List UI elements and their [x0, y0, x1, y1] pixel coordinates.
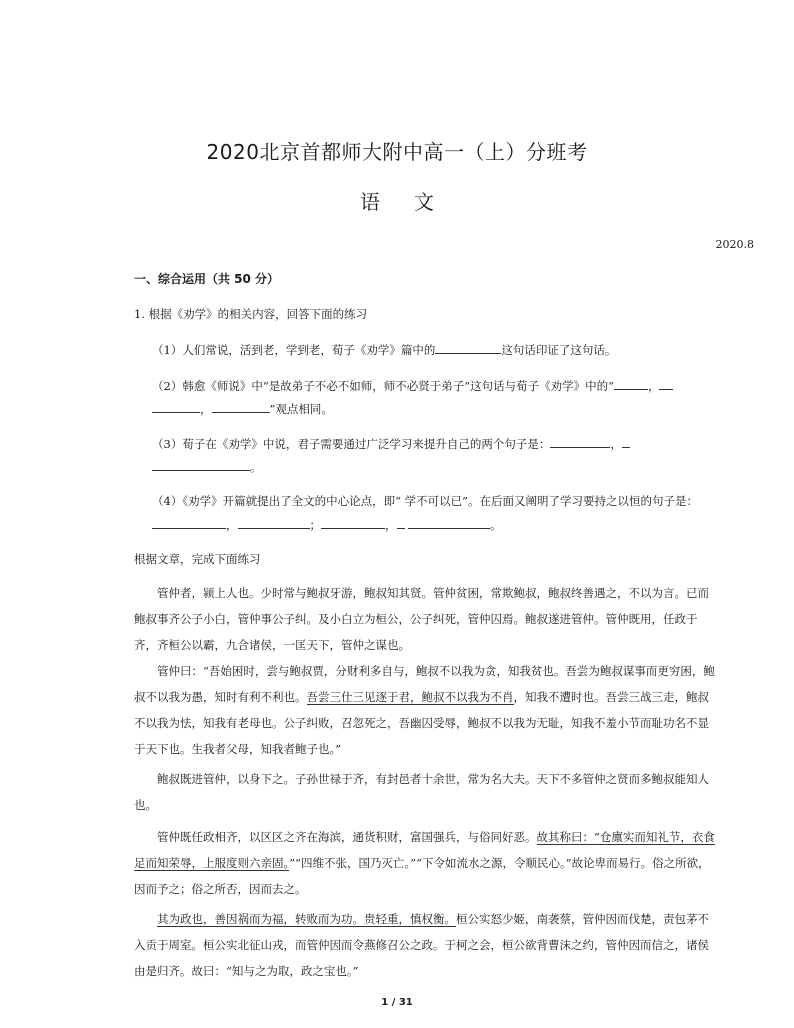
passage-paragraph-5: 其为政也，善因祸而为福，转败而为功。贵轻重，慎权衡。桓公实怒少姬，南袭蔡，管仲因而伐楚，责包茅不入贡于周室。桓公实北征山戎，而管仲因而令燕修召公之政。于柯之会，桓公欲背曹沫之约，管仲因而信之，诸侯由是归齐。故曰：“知与之为取，政之宝也。” — [134, 912, 709, 978]
question-item-3 — [152, 435, 630, 452]
passage-paragraph-3: 鲍叔既进管仲，以身下之。子孙世禄于齐，有封邑者十余世，常为名大夫。天下不多管仲之贤而多鲍叔能知人也。 — [134, 772, 709, 812]
answer-blank[interactable] — [397, 516, 405, 529]
answer-blank[interactable] — [622, 435, 630, 448]
underlined-sentence: 其为政也，善因祸而为福，转败而为功。贵轻重，慎权衡。 — [157, 912, 456, 926]
answer-blank[interactable] — [550, 435, 610, 448]
question-item-2-cont — [152, 400, 333, 417]
punct-comma: ， — [385, 518, 397, 532]
passage-paragraph-4: 管仲既任政相齐，以区区之齐在海滨，通货积财，富国强兵，与俗同好恶。故其称曰：“仓廪实而知礼节，衣食足而知荣辱，上服度则六亲固。”“四维不张，国乃灭亡。”“下令如流水之源，令顺民心。”故论卑而易行。俗之所欲，因而予之；俗之所否，因而去之。 — [134, 830, 715, 896]
subject-heading: 语文 — [360, 190, 468, 214]
punct-comma: ， — [647, 379, 660, 393]
punct-period: 。 — [490, 518, 502, 532]
question-item-2 — [152, 377, 673, 394]
answer-blank[interactable] — [152, 458, 250, 471]
passage-paragraph-1: 管仲者，颍上人也。少时常与鲍叔牙游，鲍叔知其贤。管仲贫困，常欺鲍叔，鲍叔终善遇之，不以为言。已而鲍叔事齐公子小白，管仲事公子纠。及小白立为桓公，公子纠死，管仲囚焉。鲍叔遂进管仲。管仲既用，任政于齐，齐桓公以霸，九合诸侯，一匡天下，管仲之谋也。 — [134, 586, 709, 652]
punct-comma: ， — [200, 402, 212, 416]
underlined-sentence: 吾尝三仕三见逐于君，鲍叔不以我为不肖 — [306, 690, 514, 704]
reading-instructions: 根据文章，完成下面练习 — [134, 552, 261, 566]
question-item-1 — [152, 341, 616, 358]
item2-line1: （2）韩愈《师说》中“是故弟子不必不如师，师不必贤于弟子”这句话与荀子《劝学》中的“ — [152, 379, 614, 393]
answer-blank[interactable] — [659, 377, 673, 390]
passage-paragraph-2: 管仲曰：“吾始困时，尝与鲍叔贾，分财利多自与，鲍叔不以我为贪，知我贫也。吾尝为鲍叔谋事而更穷困，鲍叔不以我为愚，知时有利不利也。吾尝三仕三见逐于君，鲍叔不以我为不肖，知我不遭时也。吾尝三战三走，鲍叔不以我为怯，知我有老母也。公子纠败，召忽死之，吾幽囚受辱，鲍叔不以我为无耻，知我不羞小节而耻功名不显于天下也。生我者父母，知我者鲍子也。” — [134, 664, 715, 756]
answer-blank[interactable] — [614, 377, 648, 390]
answer-blank[interactable] — [152, 516, 226, 529]
punct-comma: ， — [226, 518, 238, 532]
answer-blank[interactable] — [435, 341, 501, 354]
punct-comma: ， — [610, 437, 622, 451]
section-heading: 一、综合运用（共 50 分） — [134, 272, 280, 286]
item1-suffix: 这句话印证了这句话。 — [501, 343, 617, 357]
question-item-3-cont — [152, 458, 262, 475]
item2-suffix: ”观点相同。 — [269, 402, 333, 416]
question-item-4 — [152, 493, 698, 509]
question-item-4-cont — [152, 516, 502, 533]
exam-date: 2020.8 — [715, 238, 754, 251]
item1-prefix: （1）人们常说，活到老，学到老，荀子《劝学》篇中的 — [152, 343, 436, 357]
page-number: 1 / 31 — [381, 997, 413, 1008]
item3-line1: （3）荀子在《劝学》中说，君子需要通过广泛学习来提升自己的两个句子是： — [152, 437, 551, 451]
answer-blank[interactable] — [408, 516, 490, 529]
item4-line1: （4）《劝学》开篇就提出了全文的中心论点，即“ 学不可以已”。在后面又阐明了学习要持之以恒的句子是： — [152, 494, 698, 508]
punct-period: 。 — [250, 460, 262, 474]
answer-blank[interactable] — [212, 400, 270, 413]
punct-semicolon: ； — [309, 518, 321, 532]
question-stem: 1. 根据《劝学》的相关内容，回答下面的练习 — [134, 307, 368, 321]
answer-blank[interactable] — [238, 516, 310, 529]
answer-blank[interactable] — [152, 400, 200, 413]
underlined-sentence: 故其称曰：“仓廪实而知礼节，衣食足而知荣辱，上服度则六亲固。 — [134, 830, 715, 870]
page-title: 2020北京首都师大附中高一（上）分班考 — [206, 140, 588, 164]
answer-blank[interactable] — [321, 516, 385, 529]
